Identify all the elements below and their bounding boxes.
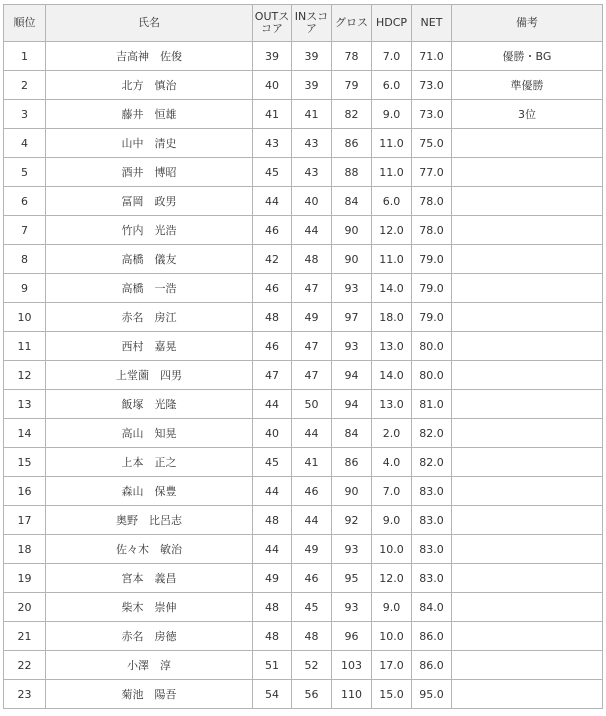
notes-cell: [452, 158, 603, 187]
in-score-cell: 40: [292, 187, 332, 216]
table-row: [4, 361, 603, 390]
net-cell: 83.0: [412, 477, 452, 506]
gross-cell: 93: [332, 274, 372, 303]
hdcp-cell: 11.0: [372, 158, 412, 187]
notes-cell: [452, 680, 603, 709]
table-row: [4, 477, 603, 506]
name-cell: 高橋 一浩: [46, 274, 253, 303]
net-cell: 73.0: [412, 71, 452, 100]
in-score-cell: 43: [292, 158, 332, 187]
rank-cell: 17: [4, 506, 46, 535]
out-score-cell: 51: [253, 651, 292, 680]
out-score-cell: 44: [253, 535, 292, 564]
rank-cell: 10: [4, 303, 46, 332]
in-score-cell: 39: [292, 71, 332, 100]
out-score-cell: 41: [253, 100, 292, 129]
gross-cell: 93: [332, 332, 372, 361]
out-score-cell: 46: [253, 216, 292, 245]
name-cell: 藤井 恒雄: [46, 100, 253, 129]
net-cell: 78.0: [412, 187, 452, 216]
table-row: [4, 535, 603, 564]
gross-cell: 110: [332, 680, 372, 709]
hdcp-cell: 14.0: [372, 361, 412, 390]
notes-cell: [452, 535, 603, 564]
notes-cell: [452, 332, 603, 361]
net-cell: 73.0: [412, 100, 452, 129]
gross-cell: 86: [332, 129, 372, 158]
out-score-cell: 48: [253, 622, 292, 651]
rank-cell: 14: [4, 419, 46, 448]
rank-cell: 2: [4, 71, 46, 100]
rank-cell: 15: [4, 448, 46, 477]
results-body: [4, 42, 603, 709]
out-score-cell: 48: [253, 506, 292, 535]
gross-cell: 103: [332, 651, 372, 680]
gross-cell: 84: [332, 187, 372, 216]
name-cell: 小澤 淳: [46, 651, 253, 680]
table-row: [4, 680, 603, 709]
hdcp-cell: 9.0: [372, 593, 412, 622]
net-cell: 79.0: [412, 274, 452, 303]
gross-cell: 96: [332, 622, 372, 651]
in-score-cell: 41: [292, 100, 332, 129]
gross-cell: 79: [332, 71, 372, 100]
rank-cell: 22: [4, 651, 46, 680]
net-cell: 78.0: [412, 216, 452, 245]
hdcp-cell: 11.0: [372, 129, 412, 158]
hdcp-cell: 6.0: [372, 187, 412, 216]
net-cell: 79.0: [412, 303, 452, 332]
notes-cell: [452, 361, 603, 390]
hdcp-cell: 13.0: [372, 332, 412, 361]
notes-cell: [452, 245, 603, 274]
gross-cell: 88: [332, 158, 372, 187]
gross-cell: 90: [332, 216, 372, 245]
name-cell: 赤名 房江: [46, 303, 253, 332]
out-score-cell: 47: [253, 361, 292, 390]
gross-cell: 93: [332, 535, 372, 564]
table-row: [4, 332, 603, 361]
table-row: [4, 100, 603, 129]
table-row: [4, 419, 603, 448]
header-net: NET: [412, 5, 452, 42]
table-row: [4, 303, 603, 332]
hdcp-cell: 9.0: [372, 100, 412, 129]
in-score-cell: 39: [292, 42, 332, 71]
in-score-cell: 48: [292, 245, 332, 274]
notes-cell: [452, 448, 603, 477]
rank-cell: 16: [4, 477, 46, 506]
gross-cell: 86: [332, 448, 372, 477]
in-score-cell: 44: [292, 216, 332, 245]
table-row: [4, 187, 603, 216]
net-cell: 84.0: [412, 593, 452, 622]
name-cell: 冨岡 政男: [46, 187, 253, 216]
net-cell: 95.0: [412, 680, 452, 709]
hdcp-cell: 10.0: [372, 535, 412, 564]
in-score-cell: 49: [292, 535, 332, 564]
hdcp-cell: 12.0: [372, 216, 412, 245]
in-score-cell: 52: [292, 651, 332, 680]
header-gross: グロス: [332, 5, 372, 42]
out-score-cell: 48: [253, 593, 292, 622]
table-row: [4, 71, 603, 100]
gross-cell: 93: [332, 593, 372, 622]
notes-cell: [452, 419, 603, 448]
out-score-cell: 42: [253, 245, 292, 274]
gross-cell: 94: [332, 390, 372, 419]
gross-cell: 82: [332, 100, 372, 129]
in-score-cell: 47: [292, 332, 332, 361]
notes-cell: 3位: [452, 100, 603, 129]
hdcp-cell: 7.0: [372, 42, 412, 71]
rank-cell: 6: [4, 187, 46, 216]
name-cell: 山中 清史: [46, 129, 253, 158]
gross-cell: 78: [332, 42, 372, 71]
name-cell: 赤名 房徳: [46, 622, 253, 651]
net-cell: 71.0: [412, 42, 452, 71]
notes-cell: [452, 274, 603, 303]
rank-cell: 20: [4, 593, 46, 622]
out-score-cell: 43: [253, 129, 292, 158]
name-cell: 竹内 光浩: [46, 216, 253, 245]
hdcp-cell: 7.0: [372, 477, 412, 506]
header-notes: 備考: [452, 5, 603, 42]
in-score-cell: 48: [292, 622, 332, 651]
name-cell: 上堂薗 四男: [46, 361, 253, 390]
name-cell: 北方 慎治: [46, 71, 253, 100]
rank-cell: 8: [4, 245, 46, 274]
notes-cell: [452, 564, 603, 593]
hdcp-cell: 10.0: [372, 622, 412, 651]
notes-cell: [452, 303, 603, 332]
in-score-cell: 46: [292, 564, 332, 593]
in-score-cell: 44: [292, 506, 332, 535]
in-score-cell: 41: [292, 448, 332, 477]
net-cell: 86.0: [412, 622, 452, 651]
name-cell: 高山 知晃: [46, 419, 253, 448]
rank-cell: 19: [4, 564, 46, 593]
notes-cell: [452, 622, 603, 651]
gross-cell: 84: [332, 419, 372, 448]
rank-cell: 13: [4, 390, 46, 419]
in-score-cell: 46: [292, 477, 332, 506]
rank-cell: 21: [4, 622, 46, 651]
rank-cell: 5: [4, 158, 46, 187]
net-cell: 83.0: [412, 535, 452, 564]
name-cell: 宮本 義昌: [46, 564, 253, 593]
gross-cell: 90: [332, 245, 372, 274]
in-score-cell: 44: [292, 419, 332, 448]
out-score-cell: 40: [253, 71, 292, 100]
out-score-cell: 49: [253, 564, 292, 593]
in-score-cell: 47: [292, 361, 332, 390]
out-score-cell: 44: [253, 187, 292, 216]
gross-cell: 94: [332, 361, 372, 390]
gross-cell: 97: [332, 303, 372, 332]
in-score-cell: 49: [292, 303, 332, 332]
out-score-cell: 45: [253, 448, 292, 477]
out-score-cell: 54: [253, 680, 292, 709]
out-score-cell: 48: [253, 303, 292, 332]
hdcp-cell: 11.0: [372, 245, 412, 274]
notes-cell: [452, 390, 603, 419]
net-cell: 83.0: [412, 506, 452, 535]
out-score-cell: 46: [253, 274, 292, 303]
header-name: 氏名: [46, 5, 253, 42]
out-score-cell: 40: [253, 419, 292, 448]
in-score-cell: 50: [292, 390, 332, 419]
notes-cell: [452, 651, 603, 680]
name-cell: 菊池 陽吾: [46, 680, 253, 709]
header-row: [4, 5, 603, 42]
table-row: [4, 245, 603, 274]
name-cell: 高橋 儀友: [46, 245, 253, 274]
name-cell: 酒井 博昭: [46, 158, 253, 187]
notes-cell: [452, 506, 603, 535]
hdcp-cell: 15.0: [372, 680, 412, 709]
net-cell: 79.0: [412, 245, 452, 274]
net-cell: 82.0: [412, 448, 452, 477]
hdcp-cell: 14.0: [372, 274, 412, 303]
hdcp-cell: 4.0: [372, 448, 412, 477]
notes-cell: [452, 477, 603, 506]
table-row: [4, 564, 603, 593]
rank-cell: 12: [4, 361, 46, 390]
name-cell: 佐々木 敏治: [46, 535, 253, 564]
in-score-cell: 47: [292, 274, 332, 303]
name-cell: 上本 正之: [46, 448, 253, 477]
table-row: [4, 390, 603, 419]
table-row: [4, 448, 603, 477]
rank-cell: 9: [4, 274, 46, 303]
notes-cell: 準優勝: [452, 71, 603, 100]
hdcp-cell: 2.0: [372, 419, 412, 448]
hdcp-cell: 6.0: [372, 71, 412, 100]
net-cell: 81.0: [412, 390, 452, 419]
gross-cell: 92: [332, 506, 372, 535]
notes-cell: [452, 216, 603, 245]
notes-cell: 優勝・BG: [452, 42, 603, 71]
header-out-score: OUTスコア: [253, 5, 292, 42]
name-cell: 飯塚 光隆: [46, 390, 253, 419]
net-cell: 80.0: [412, 361, 452, 390]
table-row: [4, 274, 603, 303]
rank-cell: 11: [4, 332, 46, 361]
rank-cell: 7: [4, 216, 46, 245]
gross-cell: 90: [332, 477, 372, 506]
hdcp-cell: 18.0: [372, 303, 412, 332]
gross-cell: 95: [332, 564, 372, 593]
in-score-cell: 45: [292, 593, 332, 622]
notes-cell: [452, 593, 603, 622]
table-row: [4, 129, 603, 158]
out-score-cell: 45: [253, 158, 292, 187]
table-row: [4, 651, 603, 680]
name-cell: 吉高神 佐俊: [46, 42, 253, 71]
table-row: [4, 593, 603, 622]
name-cell: 西村 嘉晃: [46, 332, 253, 361]
hdcp-cell: 17.0: [372, 651, 412, 680]
rank-cell: 4: [4, 129, 46, 158]
table-row: [4, 506, 603, 535]
table-row: [4, 216, 603, 245]
rank-cell: 23: [4, 680, 46, 709]
out-score-cell: 44: [253, 390, 292, 419]
table-row: [4, 158, 603, 187]
results-table: [3, 4, 603, 709]
net-cell: 75.0: [412, 129, 452, 158]
net-cell: 80.0: [412, 332, 452, 361]
hdcp-cell: 13.0: [372, 390, 412, 419]
in-score-cell: 43: [292, 129, 332, 158]
net-cell: 86.0: [412, 651, 452, 680]
table-row: [4, 42, 603, 71]
rank-cell: 1: [4, 42, 46, 71]
net-cell: 82.0: [412, 419, 452, 448]
header-hdcp: HDCP: [372, 5, 412, 42]
net-cell: 77.0: [412, 158, 452, 187]
name-cell: 柴木 崇伸: [46, 593, 253, 622]
rank-cell: 3: [4, 100, 46, 129]
header-rank: 順位: [4, 5, 46, 42]
notes-cell: [452, 129, 603, 158]
table-row: [4, 622, 603, 651]
notes-cell: [452, 187, 603, 216]
rank-cell: 18: [4, 535, 46, 564]
out-score-cell: 44: [253, 477, 292, 506]
net-cell: 83.0: [412, 564, 452, 593]
name-cell: 森山 保豊: [46, 477, 253, 506]
results-table-wrapper: [3, 4, 603, 709]
name-cell: 奥野 比呂志: [46, 506, 253, 535]
out-score-cell: 39: [253, 42, 292, 71]
header-in-score: INスコア: [292, 5, 332, 42]
hdcp-cell: 12.0: [372, 564, 412, 593]
in-score-cell: 56: [292, 680, 332, 709]
out-score-cell: 46: [253, 332, 292, 361]
hdcp-cell: 9.0: [372, 506, 412, 535]
